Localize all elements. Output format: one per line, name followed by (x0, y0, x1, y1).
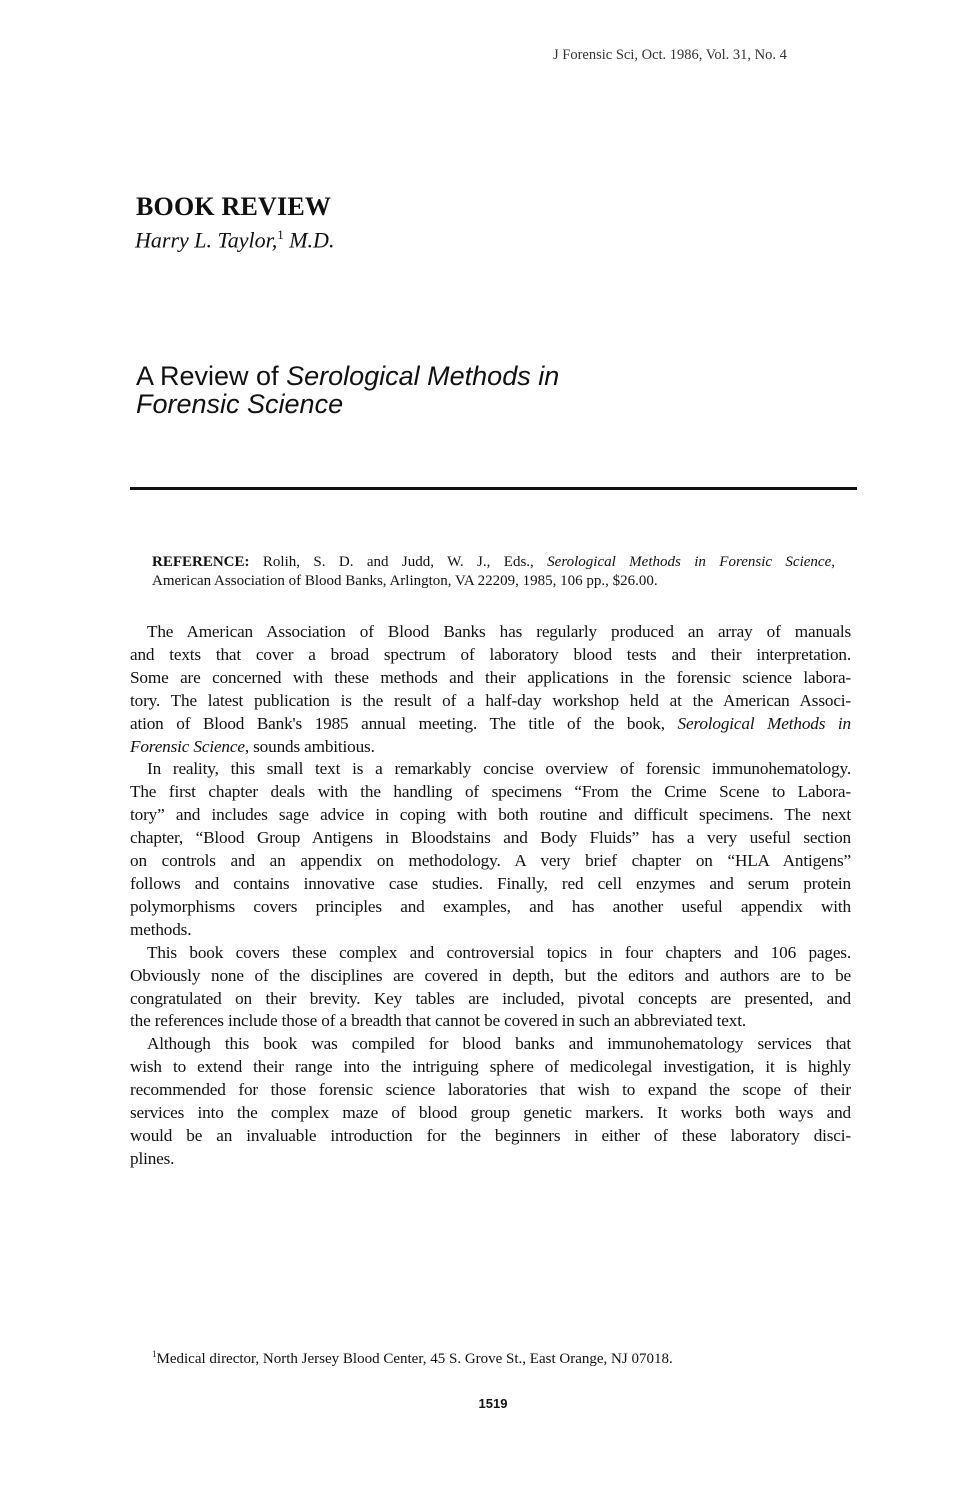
title-prefix: A Review of (136, 361, 287, 391)
article-title (136, 362, 559, 418)
running-head: J Forensic Sci, Oct. 1986, Vol. 31, No. 4 (553, 47, 787, 63)
footnote-text: Medical director, North Jersey Blood Center, 45 S. Grove St., East Orange, NJ 07018. (156, 1351, 673, 1367)
paragraph (130, 621, 851, 758)
text-line (130, 988, 851, 1011)
text-segment: wish to extend their range into the intriguing sphere of medicolegal investigation, it is highly (130, 1057, 851, 1077)
text-line (130, 1056, 851, 1079)
italic-text: Serological Methods in (677, 713, 851, 733)
divider-rule (130, 487, 857, 490)
text-segment: Some are concerned with these methods and their applications in the forensic science labora- (130, 667, 851, 687)
text-line (130, 1102, 851, 1125)
text-segment: , sounds ambitious. (244, 736, 375, 756)
text-segment: tory. The latest publication is the result of a half-day workshop held at the American Associ- (130, 690, 851, 710)
text-segment: This book covers these complex and controversial topics in four chapters and 106 pages. (147, 942, 851, 962)
text-segment: tory” and includes sage advice in coping with both routine and difficult specimens. The next (130, 805, 851, 825)
text-line (130, 1033, 851, 1056)
text-line (130, 919, 851, 942)
text-segment: methods. (130, 919, 192, 939)
text-segment: ation of Blood Bank's 1985 annual meeting. The title of the book, (130, 713, 678, 733)
reference-authors: Rolih, S. D. and Judd, W. J., Eds., (249, 554, 548, 570)
text-line (130, 621, 851, 644)
author-degree: M.D. (289, 227, 335, 253)
footnote-mark: 1 (152, 1349, 157, 1359)
text-line (130, 827, 851, 850)
text-line (130, 1148, 851, 1171)
text-line (130, 758, 851, 781)
text-line (130, 1010, 851, 1033)
page-number: 1519 (478, 1396, 508, 1411)
text-line (130, 667, 851, 690)
text-line (130, 804, 851, 827)
review-body (130, 621, 851, 1171)
text-segment: services into the complex maze of blood group genetic markers. It works both ways and (130, 1103, 851, 1123)
reference-publisher: American Association of Blood Banks, Arlington, VA 22209, 1985, 106 pp., $26.00. (152, 573, 658, 589)
text-line (130, 1079, 851, 1102)
paragraph (130, 1033, 851, 1170)
paragraph (130, 942, 851, 1034)
text-segment: chapter, “Blood Group Antigens in Bloodstains and Body Fluids” has a very useful section (130, 828, 851, 848)
text-segment: and texts that cover a broad spectrum of laboratory blood tests and their interpretation. (130, 644, 851, 664)
italic-text: Forensic Science (130, 736, 245, 756)
footnote (152, 1349, 673, 1368)
section-heading: BOOK REVIEW (136, 192, 332, 221)
author-byline (135, 227, 334, 253)
text-line (130, 736, 851, 759)
text-segment: The first chapter deals with the handling of specimens “From the Crime Scene to Labora- (130, 782, 851, 802)
text-segment: The American Association of Blood Banks has regularly produced an array of manuals (147, 622, 851, 641)
text-segment: follows and contains innovative case studies. Finally, red cell enzymes and serum protein (130, 873, 851, 893)
text-line (130, 781, 851, 804)
text-segment: recommended for those forensic science laboratories that wish to expand the scope of their (130, 1080, 851, 1100)
text-line (130, 644, 851, 667)
text-line (130, 713, 851, 736)
reference-book-title: Serological Methods in Forensic Science (547, 554, 832, 570)
text-line (130, 690, 851, 713)
text-segment: on controls and an appendix on methodology. A very brief chapter on “HLA Antigens” (130, 851, 851, 871)
text-segment: would be an invaluable introduction for the beginners in either of these laboratory disci- (130, 1125, 851, 1145)
text-line (130, 896, 851, 919)
paragraph (130, 758, 851, 941)
reference-block (152, 553, 835, 591)
title-book-line2: Forensic Science (136, 389, 344, 419)
text-segment: In reality, this small text is a remarkably concise overview of forensic immunohematology. (147, 759, 851, 779)
text-segment: Obviously none of the disciplines are covered in depth, but the editors and authors are to be (130, 965, 851, 985)
text-line (130, 1125, 851, 1148)
text-segment: Although this book was compiled for blood banks and immunohematology services that (147, 1034, 851, 1054)
text-line (130, 873, 851, 896)
text-line (130, 942, 851, 965)
author-name: Harry L. Taylor, (135, 227, 278, 253)
reference-punct: , (831, 554, 835, 570)
text-segment: polymorphisms covers principles and examples, and has another useful appendix with (130, 896, 851, 916)
title-book-line1: Serological Methods in (286, 361, 560, 391)
text-segment: plines. (130, 1148, 175, 1168)
reference-label: REFERENCE: (152, 554, 250, 570)
text-line (130, 850, 851, 873)
author-footnote-mark: 1 (277, 227, 284, 242)
text-line (130, 965, 851, 988)
text-segment: the references include those of a breadth that cannot be covered in such an abbreviated text. (130, 1011, 746, 1031)
text-segment: congratulated on their brevity. Key tables are included, pivotal concepts are presented, and (130, 988, 851, 1008)
